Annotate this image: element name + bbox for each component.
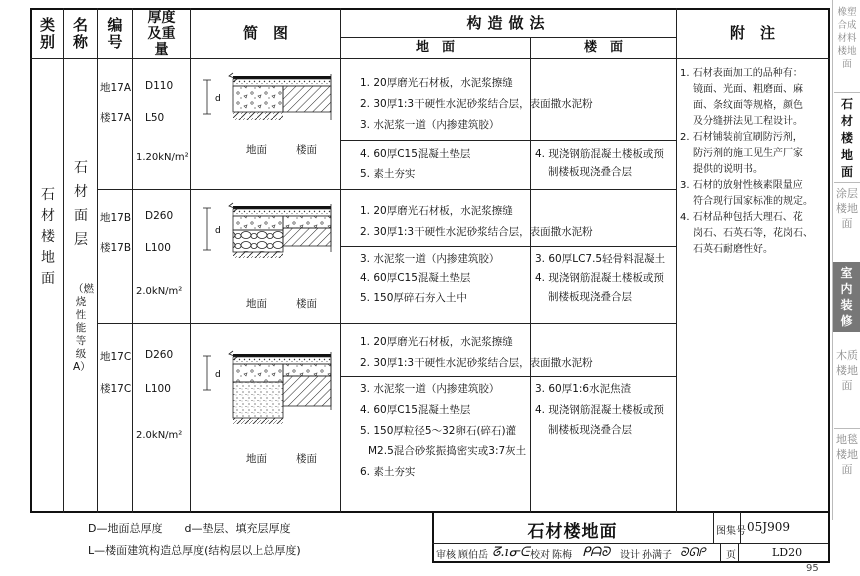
category-label: 石材楼地面 — [41, 187, 55, 287]
note-line: 岗石、石英石等，花岗石、 — [693, 228, 813, 239]
header-upper-floor: 楼 面 — [583, 39, 623, 55]
note-line: 镜面、光面、粗磨面、麻 — [693, 84, 803, 95]
row1-upper-2: 制楼板现浇叠合层 — [548, 166, 632, 178]
note-line: 符合现行国家标准的规定。 — [693, 196, 813, 207]
row1-floor-2: 5. 素土夯实 — [360, 168, 416, 180]
section-diagram-row1 — [193, 70, 338, 150]
atlas-label: 图集号 — [716, 526, 746, 537]
header-number: 编号 — [107, 15, 123, 51]
row2-floor-1: 3. 水泥浆一道（内掺建筑胶） — [360, 253, 500, 265]
page-label: 页 — [726, 550, 736, 561]
section-diagram-row3 — [193, 348, 338, 448]
checker-signature: ᑭᗩᘐ — [582, 545, 611, 560]
header-category: 类别 — [39, 15, 55, 51]
row2-upper-3: 制楼板现浇叠合层 — [548, 291, 632, 303]
row2-common-2: 2. 30厚1:3干硬性水泥砂浆结合层，表面撒水泥粉 — [360, 226, 593, 238]
note-line: 面、条纹面等规格，颜色 — [693, 100, 803, 111]
reviewer-name: 顾伯岳 — [458, 550, 488, 561]
row3-floor-3: 5. 150厚粒径5～32卵石(碎石)灌 — [360, 425, 517, 437]
code-row2-floor: 地17B — [100, 212, 132, 224]
code-row1-upper: 楼17A — [100, 112, 132, 124]
note-line: 4. 石材品种包括大理石、花 — [680, 212, 803, 223]
note-line: 1. 石材表面加工的品种有： — [680, 68, 803, 79]
row2-common-1: 1. 20厚磨光石材板，水泥浆擦缝 — [360, 205, 513, 217]
row3-floor-4: M2.5混合砂浆振捣密实或3:7灰土 — [368, 445, 527, 457]
legend-line2: L—楼面建筑构造总厚度(结构层以上总厚度) — [88, 544, 301, 557]
code-row3-floor: 地17C — [100, 351, 132, 363]
sidebar-item-rubber[interactable]: 橡塑合成材料楼地面 — [837, 7, 857, 70]
weight-row2: 2.0kN/m² — [136, 286, 183, 297]
thickness-row2-l: L100 — [145, 242, 171, 254]
thickness-row3-d: D260 — [145, 349, 174, 361]
row3-common-1: 1. 20厚磨光石材板，水泥浆擦缝 — [360, 336, 513, 348]
note-line: 石英石耐磨性好。 — [693, 244, 773, 255]
code-row1-floor: 地17A — [100, 82, 132, 94]
sidebar-item-interior[interactable]: 室内装修 — [833, 262, 860, 332]
header-thickness: 厚度及重量 — [147, 9, 176, 59]
row3-upper-3: 制楼板现浇叠合层 — [548, 424, 632, 436]
diagram-row3-upper-label: 楼面 — [296, 453, 317, 465]
drawing-title: 石材楼地面 — [527, 522, 618, 542]
weight-row3: 2.0kN/m² — [136, 430, 183, 441]
notes — [680, 66, 820, 258]
weight-row1: 1.20kN/m² — [136, 152, 189, 163]
header-floor: 地 面 — [415, 39, 455, 55]
row3-floor-1: 3. 水泥浆一道（内掺建筑胶） — [360, 383, 500, 395]
row2-upper-1: 3. 60厚LC7.5轻骨料混凝土 — [535, 253, 666, 265]
checker-name: 陈梅 — [552, 550, 572, 561]
svg-text:d: d — [215, 226, 221, 236]
name-main: 石材面层 — [74, 160, 88, 248]
reviewer-signature: ᘔ.ıᓂᕮ — [492, 545, 530, 560]
sidebar-item-stone[interactable]: 石材楼地面 — [840, 97, 853, 179]
sidebar-item-carpet[interactable]: 地毯楼地面 — [836, 433, 858, 476]
thickness-row2-d: D260 — [145, 210, 174, 222]
svg-text:d: d — [215, 94, 221, 104]
row1-floor-1: 4. 60厚C15混凝土垫层 — [360, 148, 471, 160]
page-number: LD20 — [772, 546, 803, 559]
design-label: 设计 — [620, 550, 640, 561]
note-line: 防污剂的施工见生产厂家 — [693, 148, 803, 159]
row2-upper-2: 4. 现浇钢筋混凝土楼板或预 — [535, 272, 664, 284]
sidebar-item-wood[interactable]: 木质楼地面 — [836, 349, 858, 392]
header-diagram: 简 图 — [242, 24, 288, 43]
row1-upper-1: 4. 现浇钢筋混凝土楼板或预 — [535, 148, 664, 160]
diagram-row3-floor-label: 地面 — [246, 453, 267, 465]
note-line: 2. 石材铺装前宜刷防污剂， — [680, 132, 803, 143]
header-construction: 构造做法 — [466, 13, 551, 32]
note-line: 提供的说明书。 — [693, 164, 763, 175]
header-name: 名称 — [72, 15, 88, 51]
row3-floor-2: 4. 60厚C15混凝土垫层 — [360, 404, 471, 416]
code-row3-upper: 楼17C — [100, 383, 132, 395]
row3-upper-1: 3. 60厚1:6水泥焦渣 — [535, 383, 632, 395]
name-sub: （燃烧性能等级A） — [73, 283, 94, 373]
row1-common-1: 1. 20厚磨光石材板，水泥浆擦缝 — [360, 77, 513, 89]
row3-upper-2: 4. 现浇钢筋混凝土楼板或预 — [535, 404, 664, 416]
row3-floor-5: 6. 素土夯实 — [360, 466, 416, 478]
check-label: 校对 — [530, 550, 550, 561]
diagram-row1-upper-label: 楼面 — [296, 144, 317, 156]
row3-common-2: 2. 30厚1:3干硬性水泥砂浆结合层，表面撒水泥粉 — [360, 357, 593, 369]
note-line: 3. 石材的放射性核素限量应 — [680, 180, 803, 191]
note-line: 及分缝拼法见工程设计。 — [693, 116, 803, 127]
legend-line1: D—地面总厚度 d—垫层、填充层厚度 — [88, 522, 291, 535]
row1-common-3: 3. 水泥浆一道（内掺建筑胶） — [360, 119, 500, 131]
row1-common-2: 2. 30厚1:3干硬性水泥砂浆结合层，表面撒水泥粉 — [360, 98, 593, 110]
row2-floor-2: 4. 60厚C15混凝土垫层 — [360, 272, 471, 284]
designer-signature: ᘐᘏᑭ — [680, 545, 706, 559]
code-row2-upper: 楼17B — [100, 242, 132, 254]
svg-text:d: d — [215, 370, 221, 380]
diagram-row2-floor-label: 地面 — [246, 298, 267, 310]
sidebar-item-coating[interactable]: 涂层楼地面 — [836, 187, 858, 230]
row2-floor-3: 5. 150厚碎石夯入土中 — [360, 292, 467, 304]
thickness-row1-l: L50 — [145, 112, 165, 124]
thickness-row3-l: L100 — [145, 383, 171, 395]
diagram-row2-upper-label: 楼面 — [296, 298, 317, 310]
review-label: 审核 — [436, 550, 456, 561]
header-notes: 附 注 — [729, 24, 775, 43]
designer-name: 孙满子 — [642, 550, 672, 561]
sheet-number: 95 — [806, 563, 819, 574]
thickness-row1-d: D110 — [145, 80, 174, 92]
atlas-number: 05J909 — [747, 520, 790, 534]
section-diagram-row2 — [193, 200, 338, 290]
diagram-row1-floor-label: 地面 — [246, 144, 267, 156]
